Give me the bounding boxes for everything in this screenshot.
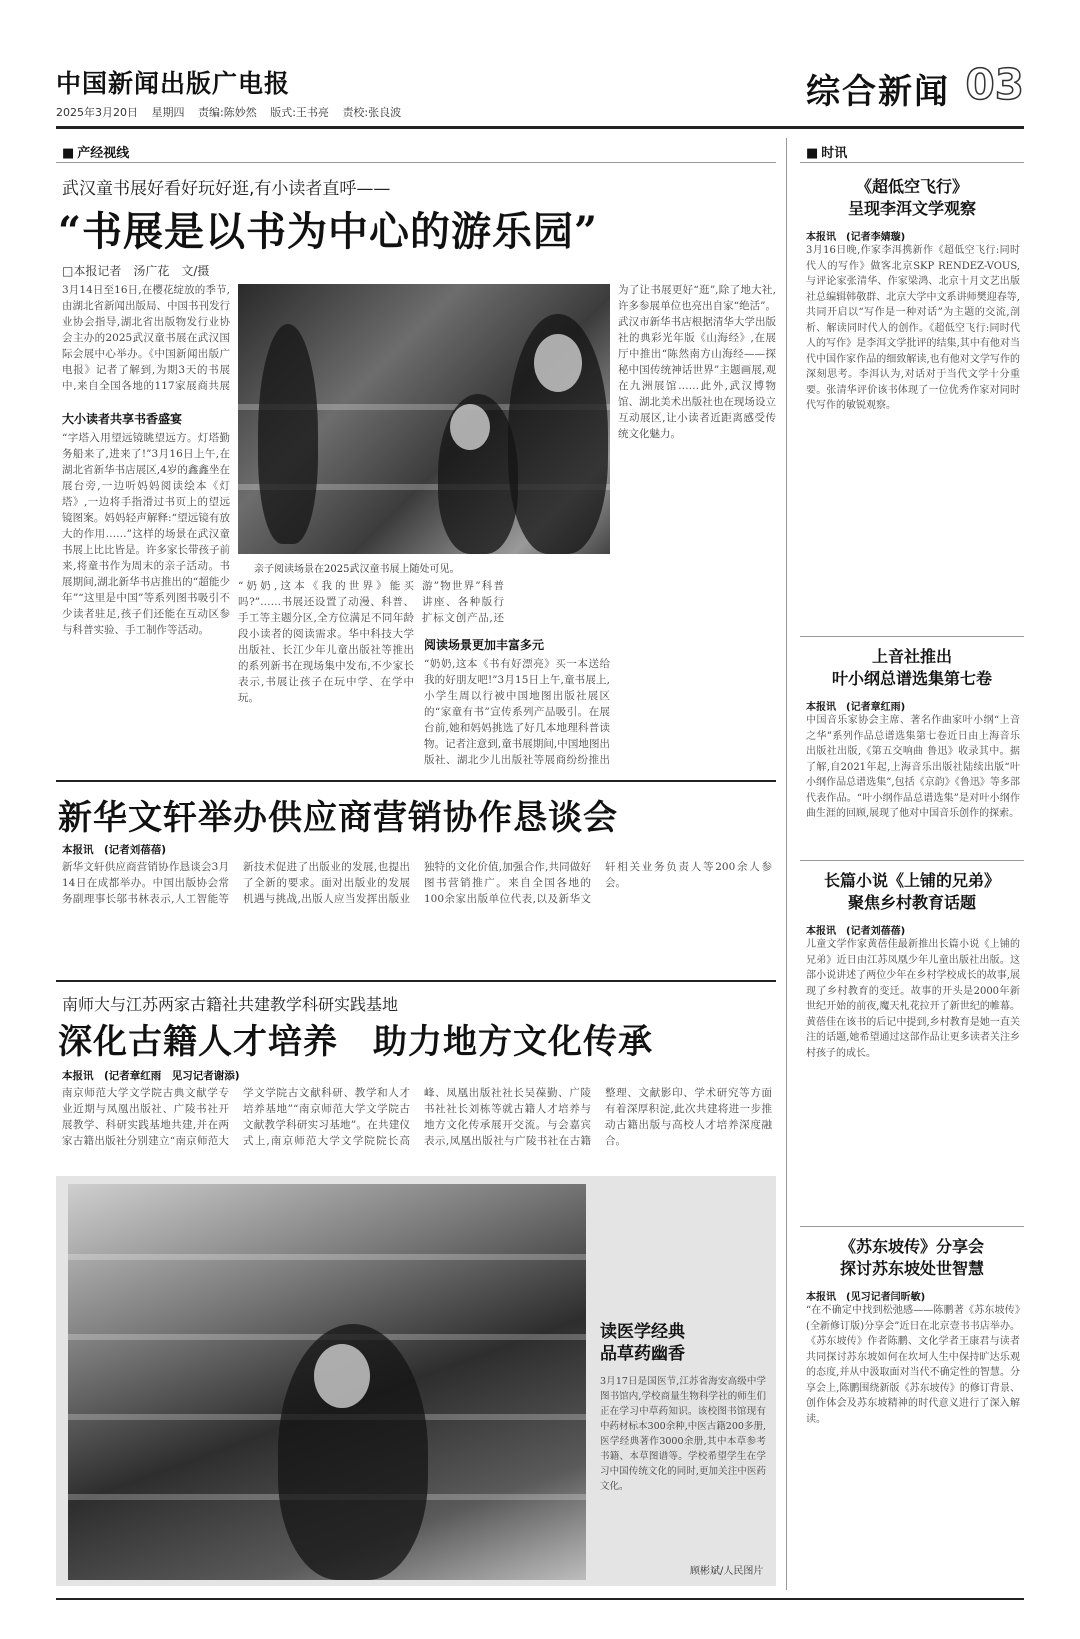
main-kicker: 武汉童书展好看好玩好逛,有小读者直呼——: [62, 179, 391, 199]
xinhua-text: 新华文轩供应商营销协作恳谈会3月14日在成都举办。中国出版协会常务副理事长邬书林表示,人工智能等新技术促进了出版业的发展,也提出了全新的要求。面对出版业的发展机遇与挑战,出版人应当发挥出版业独特的文化价值,加强合作,共同做好图书营销推广。来自全国各地的100余家出版单位代表,以及新华文轩相关业务负责人等200余人参会。: [62, 861, 772, 905]
editor-credit: 责编:陈妙然: [198, 106, 257, 119]
sidebar-tag: ■ 时讯: [806, 142, 847, 161]
sidebar-story-3-byline: 本报讯 (记者刘蓓蓓): [806, 926, 906, 937]
sidebar-story-2-title-1: 上音社推出: [871, 647, 952, 666]
sidebar-story-4-text: “在不确定中找到松弛感——陈鹏著《苏东坡传》(全新修订版)分享会”近日在北京壹书书店举办。《苏东坡传》作者陈鹏、文化学者王康君与读者共同探讨苏东坡如何在坎坷人生中保持旷达乐观的态度,并从中汲取面对当代不确定性的智慧。分享会上,陈鹏围绕新版《苏东坡传》的修订背景、创作体会及苏东坡精神的时代意义进行了深入解读。: [806, 1305, 1020, 1425]
issue-weekday: 星期四: [151, 106, 185, 119]
nanshi-text: 南京师范大学文学院古典文献学专业近期与凤凰出版社、广陵书社开展教学、科研实践基地共建,并在两家古籍出版社分别建立“南京师范大学文学院古文献科研、教学和人才培养基地”“南京师范大学文学院古文献教学科研实习基地”。在共建仪式上,南京师范大学文学院院长高峰、凤凰出版社社长吴葆勤、广陵书社社长刘栋等就古籍人才培养与地方文化传承展开交流。与会嘉宾表示,凤凰出版社与广陵书社在古籍整理、文献影印、学术研究等方面有着深厚积淀,此次共建将进一步推动古籍出版与高校人才培养深度融合。: [62, 1087, 772, 1147]
main-col-5-text: “奶奶,这本《书有好漂亮》买一本送给我的好朋友吧!”3月15日上午,童书展上,小学生周以行被中国地图出版社展区的“家童有书”宣传系列产品吸引。在展台前,她和妈妈挑选了好几本地理科普读物。记者注意到,童书展期间,中国地图出版社、湖北少儿出版社等展商纷纷推出: [424, 658, 610, 766]
sidebar-story-3-text: 儿童文学作家黄蓓佳最新推出长篇小说《上铺的兄弟》近日由江苏凤凰少年儿童出版社出版。这部小说讲述了两位少年在乡村学校成长的故事,展现了乡村教育的变迁。故事的开头是2000年新世纪开始的前夜,魔天札花拉开了新世纪的帷幕。黄蓓佳在该书的后记中提到,乡村教育是她一直关注的话题,她希望通过这部作品让更多读者关注乡村孩子的成长。: [806, 939, 1020, 1059]
sidebar-story-1-text: 3月16日晚,作家李洱携新作《超低空飞行:同时代人的写作》做客北京SKP RENDEZ-VOUS,与评论家张清华、作家梁鸿、北京十月文艺出版社总编辑韩敬群、北京大学中文系讲师樊迎春等,共同开启以“写作是一种对话”为主题的交流,剖析、解读同时代人的创作。《超低空飞行:同时代人的写作》是李洱文学批评的结集,其中有他对当代中国作家作品的细致解读,也有他对文学写作的深刻思考。李洱认为,对话对于当代文学十分重要。张清华评价该书体现了一位优秀作家对同时代写作的敏锐观察。: [806, 245, 1020, 411]
main-column-tag: ■ 产经视线: [62, 142, 129, 161]
main-headline: “书展是以书为中心的游乐园”: [58, 208, 599, 255]
main-lead-paragraph: 3月14日至16日,在樱花绽放的季节,由湖北省新闻出版局、中国书刊发行业协会指导,湖北省出版物发行业协会主办的2025武汉童书展在武汉国际会展中心举办。《中国新闻出版广电报》记者了解到,为期3天的书展中,来自全国各地的117家展商共展: [62, 284, 230, 390]
main-byline: □本报记者 汤广花 文/摄: [62, 264, 210, 278]
sidebar-divider-1: [800, 636, 1024, 637]
section-divider-1: [56, 780, 776, 782]
sidebar-story-2-byline: 本报讯 (记者章红雨): [806, 702, 906, 713]
paper-name: 中国新闻出版广电报: [56, 69, 291, 98]
nanshi-kicker: 南师大与江苏两家古籍社共建教学科研实践基地: [62, 995, 399, 1014]
sidebar-divider-2: [800, 860, 1024, 861]
main-subhead-1: 大小读者共享书香盛宴: [62, 412, 183, 426]
main-photo-caption: 亲子阅读场景在2025武汉童书展上随处可见。: [254, 564, 460, 575]
main-col-4-text: 为了让书展更好“逛”,除了地大社,许多参展单位也亮出自家“绝活”。武汉市新华书店根据清华大学出版社的典彩光年版《山海经》,在展厅中推出“陈然南方山海经——探秘中国传统神话世界”主题画展,观在九洲展馆……此外,武汉博物馆、湖北美术出版社也在现场设立互动展区,让小读者近距离感受传统文化魅力。: [618, 284, 776, 440]
proof-credit: 责校:张良波: [342, 106, 402, 119]
page-number: 03: [965, 60, 1024, 109]
sidebar-story-3-body: [806, 922, 1020, 1222]
bottom-photo-text: 3月17日是国医节,江苏省海安高级中学图书馆内,学校商量生物科学社的师生们正在学习中草药知识。该校图书馆现有中药材标本300余种,中医古籍200多册,医学经典著作3000余册,其中本草参考书籍、本草图谱等。学校希望学生在学习中国传统文化的同时,更加关注中医药文化。: [600, 1376, 766, 1492]
sidebar-tag-rule: [800, 162, 1024, 163]
bottom-photo-credit: 顾彬斌/人民图片: [690, 1566, 764, 1577]
sidebar-story-1-title-2: 呈现李洱文学观察: [847, 199, 976, 218]
main-col-1-text: “字塔入用望远镜眺望远方。灯塔勤务船来了,进来了!”3月16日上午,在湖北省新华书店展区,4岁的鑫鑫坐在展台旁,一边听妈妈阅读绘本《灯塔》,一边将手指滑过书页上的望远镜图案。妈妈轻声解释:“望远镜有放大的作用……”这样的场景在武汉童书展上比比皆是。许多家长带孩子前来,将童书作为周末的亲子活动。书展期间,湖北新华书店推出的“超能少年”“这里是中国”等系列图书吸引不少读者驻足,孩子们还能在互动区参与科普实验、手工制作等活动。: [62, 432, 230, 636]
sidebar-story-4-body: [806, 1288, 1020, 1590]
sidebar-story-2-text: 中国音乐家协会主席、著名作曲家叶小纲“上音之华”系列作品总谱选集第七卷近日由上海音乐出版社出版,《第五交响曲 鲁迅》收录其中。据了解,自2021年起,上海音乐出版社陆续出版“叶小纲作品总谱选集”,包括《京韵》《鲁迅》等多部代表作品。“叶小纲作品总谱选集”是对叶小纲作曲生涯的回顾,展现了他对中国音乐创作的探索。: [806, 715, 1020, 819]
bottom-photo-title-2: 品草药幽香: [600, 1344, 685, 1364]
main-col-2-text: “奶奶,这本《我的世界》能买吗?”……书展还设置了动漫、科普、手工等主题分区,全方位满足不同年龄段小读者的阅读需求。华中科技大学出版社、长江少年儿童出版社等推出的系列新书在现场集中发布,不少家长表示,书展让孩子在玩中学、在学中玩。: [238, 580, 414, 704]
sidebar-story-1-byline: 本报讯 (记者李婧璇): [806, 232, 906, 243]
section-divider-2: [56, 980, 776, 982]
bottom-photo-title-1: 读医学经典: [600, 1322, 685, 1342]
sidebar-story-1-title-1: 《超低空飞行》: [855, 177, 968, 196]
sidebar-story-1-body: [806, 228, 1020, 628]
masthead-meta: [56, 104, 411, 120]
xinhua-body: [62, 842, 772, 972]
nanshi-byline: 本报讯 (记者章红雨 见习记者谢添): [62, 1070, 240, 1082]
sidebar-story-4-byline: 本报讯 (见习记者闫昕敏): [806, 1292, 926, 1303]
bottom-photo-library: [68, 1184, 586, 1580]
sidebar-story-3-title-1: 长篇小说《上铺的兄弟》: [823, 871, 1000, 890]
issue-date: 2025年3月20日: [56, 106, 138, 119]
sidebar-divider-3: [800, 1226, 1024, 1227]
masthead-rule: [56, 126, 1024, 129]
column-divider: [786, 138, 787, 1590]
nanshi-body: [62, 1068, 772, 1168]
nanshi-headline: 深化古籍人才培养 助力地方文化传承: [58, 1022, 653, 1062]
xinhua-headline: 新华文轩举办供应商营销协作恳谈会: [58, 798, 618, 838]
sidebar-story-4-title-2: 探讨苏东坡处世智慧: [839, 1259, 984, 1278]
sidebar-story-2-title-2: 叶小纲总谱选集第七卷: [831, 669, 992, 688]
xinhua-byline: 本报讯 (记者刘蓓蓓): [62, 844, 167, 856]
sidebar-story-4-title-1: 《苏东坡传》分享会: [839, 1237, 984, 1256]
main-tag-rule: [56, 162, 776, 163]
main-col-3-text: 游”物世界”科普讲座、各种版行扩标文创产品,还: [422, 580, 504, 624]
main-subhead-2: 阅读场景更加丰富多元: [424, 638, 545, 652]
main-photo-book-fair: [238, 284, 610, 554]
section-title: 综合新闻: [806, 72, 950, 112]
sidebar-story-2-body: [806, 698, 1020, 850]
page-bottom-rule: [56, 1598, 1024, 1600]
layout-credit: 版式:王书亮: [270, 106, 329, 119]
sidebar-story-3-title-2: 聚焦乡村教育话题: [847, 893, 976, 912]
